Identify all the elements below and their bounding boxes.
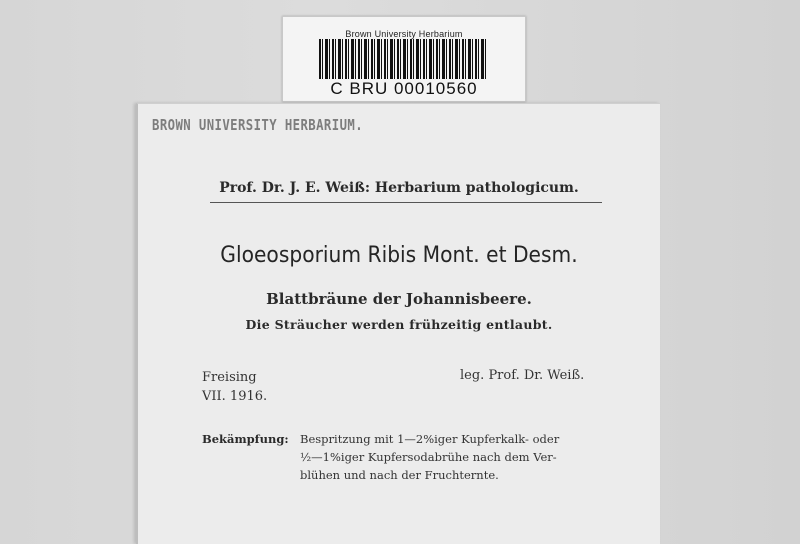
label-header: Prof. Dr. J. E. Weiß: Herbarium pathologicum. [219, 180, 579, 196]
species-name: Gloeosporium Ribis Mont. et Desm. [220, 243, 578, 268]
treatment-line: Bespritzung mit 1—2%iger Kupferkalk- oder [300, 432, 560, 446]
treatment-text [300, 430, 602, 484]
locality-block [202, 368, 267, 406]
treatment-label: Bekämpfung: [202, 432, 289, 446]
barcode-number: C BRU 00010560 [330, 79, 478, 98]
treatment-line: ½—1%iger Kupfersodabrühe nach dem Ver- [300, 450, 557, 464]
barcode-icon [319, 39, 487, 79]
disease-note: Die Sträucher werden frühzeitig entlaubt. [245, 317, 553, 332]
barcode-institution: Brown University Herbarium [345, 29, 463, 39]
herbarium-stamp: BROWN UNIVERSITY HERBARIUM. [152, 116, 364, 134]
barcode-label [282, 16, 526, 102]
locality: Freising [202, 370, 257, 385]
header-divider [210, 202, 602, 203]
treatment-line: blühen und nach der Fruchternte. [300, 468, 499, 482]
collector: leg. Prof. Dr. Weiß. [460, 368, 585, 383]
specimen-label [136, 103, 660, 544]
common-name: Blattbräune der Johannisbeere. [266, 290, 532, 308]
collection-date: VII. 1916. [202, 389, 268, 404]
